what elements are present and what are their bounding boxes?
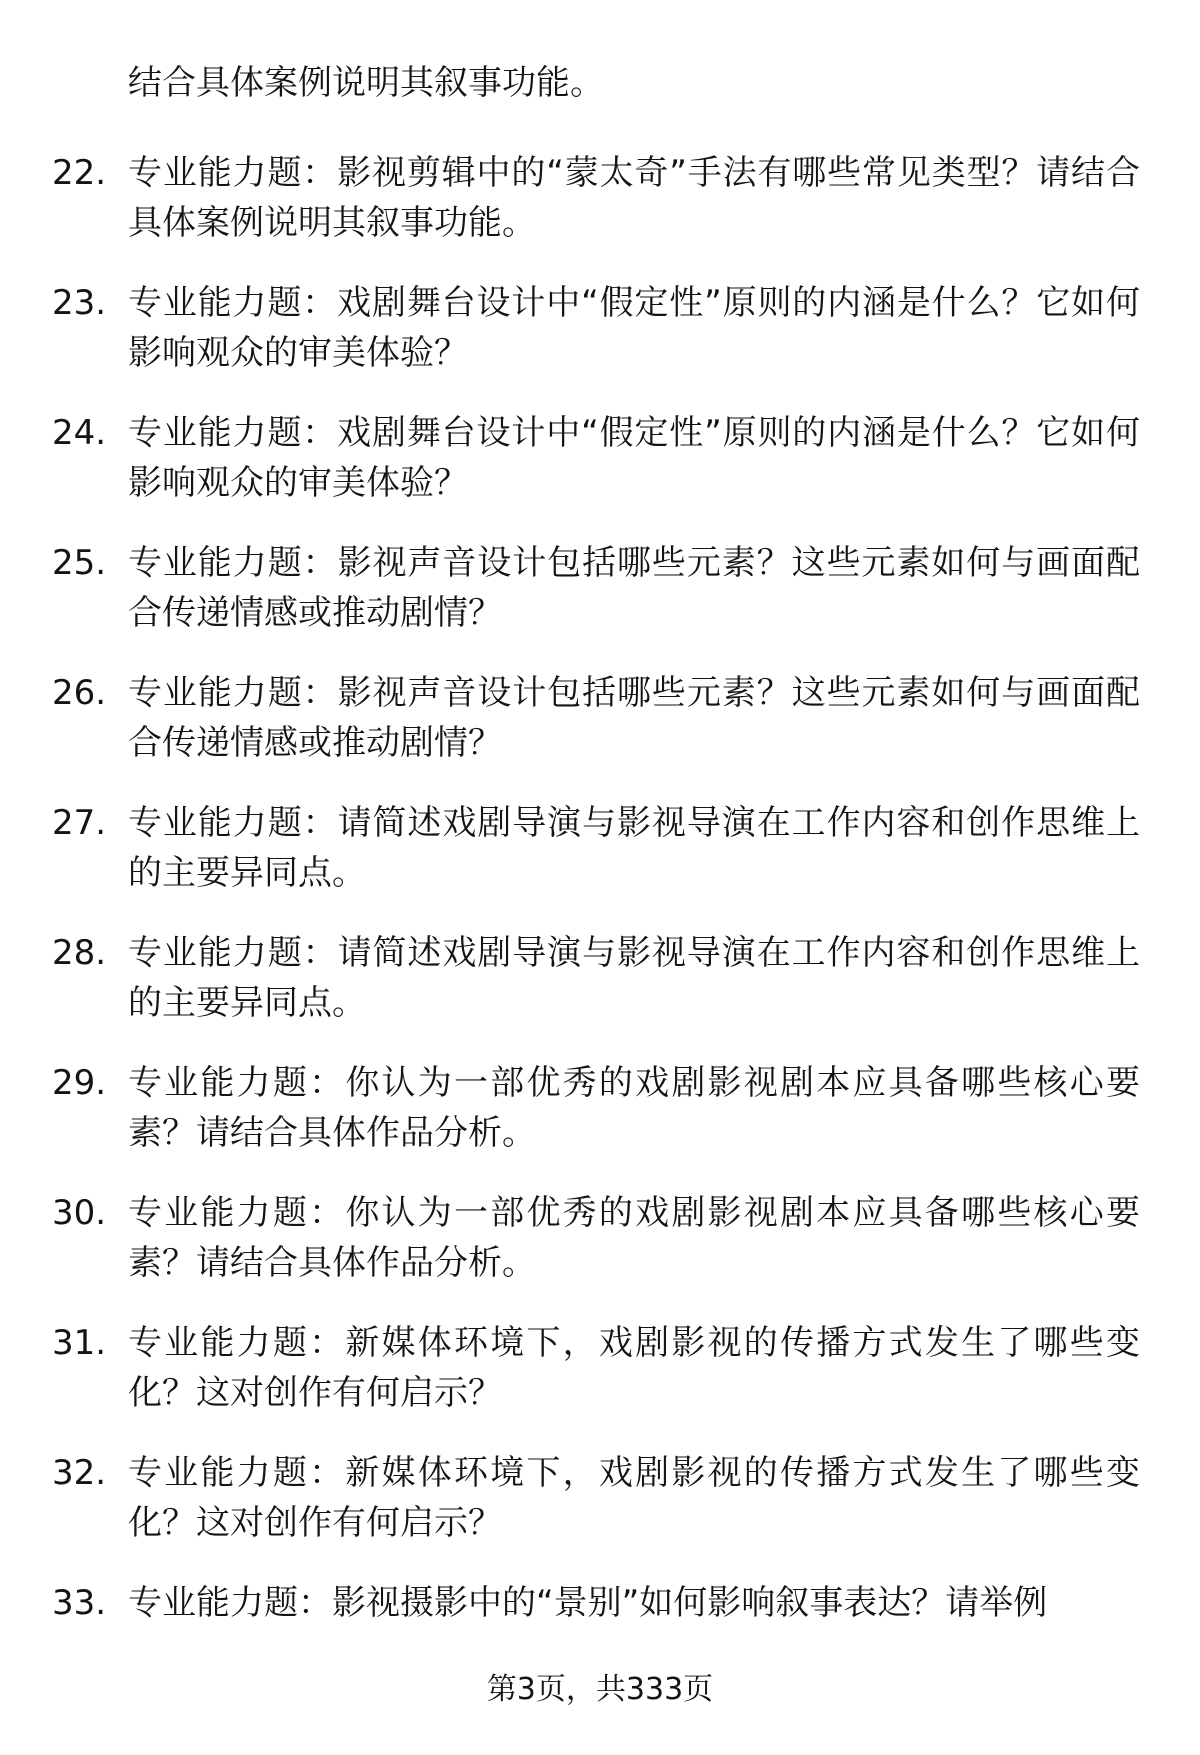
question-item (0, 1448, 1200, 1578)
question-item (0, 1188, 1200, 1318)
page-footer: 第3页，共333页 (486, 1672, 714, 1707)
question-text: 专业能力题：影视摄影中的“景别”如何影响叙事表达？请举例 (128, 1583, 1048, 1623)
question-number: 25. (52, 543, 107, 583)
question-number: 24. (52, 413, 107, 453)
question-number: 30. (52, 1193, 107, 1233)
question-item (0, 538, 1200, 668)
question-number: 26. (52, 673, 107, 713)
question-item (0, 148, 1200, 278)
question-text: 专业能力题：新媒体环境下，戏剧影视的传播方式发生了哪些变化？这对创作有何启示？ (128, 1323, 1140, 1413)
question-number: 29. (52, 1063, 107, 1103)
question-text: 专业能力题：影视剪辑中的“蒙太奇”手法有哪些常见类型？请结合具体案例说明其叙事功能。 (128, 153, 1140, 243)
question-number: 31. (52, 1323, 107, 1363)
question-text: 专业能力题：影视声音设计包括哪些元素？这些元素如何与画面配合传递情感或推动剧情？ (128, 543, 1140, 633)
question-number: 33. (52, 1583, 107, 1623)
question-number: 27. (52, 803, 107, 843)
question-item (0, 798, 1200, 928)
question-number: 32. (52, 1453, 107, 1493)
question-item (0, 278, 1200, 408)
question-text: 专业能力题：请简述戏剧导演与影视导演在工作内容和创作思维上的主要异同点。 (128, 933, 1140, 1023)
question-text: 专业能力题：戏剧舞台设计中“假定性”原则的内涵是什么？它如何影响观众的审美体验？ (128, 413, 1140, 503)
question-number: 28. (52, 933, 107, 973)
continuation-text: 结合具体案例说明其叙事功能。 (128, 63, 604, 103)
question-text: 专业能力题：你认为一部优秀的戏剧影视剧本应具备哪些核心要素？请结合具体作品分析。 (128, 1193, 1140, 1283)
question-item (0, 928, 1200, 1058)
question-text: 专业能力题：请简述戏剧导演与影视导演在工作内容和创作思维上的主要异同点。 (128, 803, 1140, 893)
question-item (0, 408, 1200, 538)
question-text: 专业能力题：戏剧舞台设计中“假定性”原则的内涵是什么？它如何影响观众的审美体验？ (128, 283, 1140, 373)
question-item (0, 668, 1200, 798)
question-text: 专业能力题：你认为一部优秀的戏剧影视剧本应具备哪些核心要素？请结合具体作品分析。 (128, 1063, 1140, 1153)
question-number: 22. (52, 153, 107, 193)
question-number: 23. (52, 283, 107, 323)
question-item (0, 1318, 1200, 1448)
question-list (0, 148, 1200, 1708)
question-text: 专业能力题：新媒体环境下，戏剧影视的传播方式发生了哪些变化？这对创作有何启示？ (128, 1453, 1140, 1543)
question-item (0, 1058, 1200, 1188)
question-text: 专业能力题：影视声音设计包括哪些元素？这些元素如何与画面配合传递情感或推动剧情？ (128, 673, 1140, 763)
